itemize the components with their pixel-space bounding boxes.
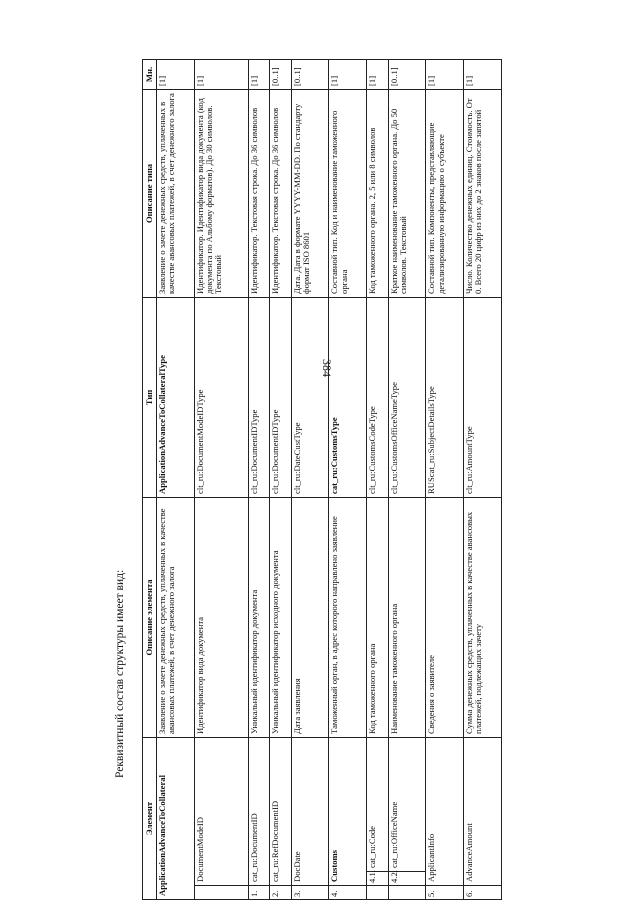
cell-num: 5. [426,886,464,900]
cell-mn: [1] [157,59,195,89]
cell-element: cat_ru:Code [367,737,389,871]
cell-element-desc: Код таможенного органа [367,497,389,737]
cell-element: DocumentModeID [194,737,248,885]
cell-element-desc: Дата заявления [291,497,329,737]
cell-mn: [1] [426,59,464,89]
cell-type: ApplicationAdvanceToCollateralType [157,297,195,497]
cell-num: 6. [464,886,502,900]
cell-indent [388,886,426,900]
cell-element-desc: Идентификатор вида документа [194,497,248,737]
cell-element-desc: Сведения о заявителе [426,497,464,737]
table-rotator [142,60,502,900]
cell-type-desc: Идентификатор. Текстовая строка. До 36 символов [270,89,292,297]
header-element: Элемент [143,737,157,899]
table-region [142,60,502,900]
table-row [329,59,367,899]
cell-type-desc: Краткое наименование таможенного органа. До 50 символов. Текстовый [388,89,426,297]
header-type-desc: Описание типа [143,89,157,297]
cell-element-desc: Таможенный орган, в адрес которого направлено заявление [329,497,367,737]
table-row [426,59,464,899]
table-row [194,59,248,899]
header-element-desc: Описание элемента [143,497,157,737]
cell-indent [194,886,248,900]
cell-type: clt_ru:DateCustType [291,297,329,497]
cell-type-desc: Составной тип. Код и наименование таможенного органа [329,89,367,297]
cell-mn: [1] [329,59,367,89]
cell-element: Customs [329,737,367,885]
cell-num: 4. [329,886,367,900]
cell-type-desc: Составной тип. Компоненты, представляющие детализированную информацию о субъекте [426,89,464,297]
cell-type-desc: Дата. Дата в формате YYYY-MM-DD. По стандарту формат ISO 8601 [291,89,329,297]
cell-num: 3. [291,886,329,900]
cell-type: cat_ru:CustomsType [329,297,367,497]
cell-element: AdvanceAmount [464,737,502,885]
page-number: 384 [320,359,334,377]
structure-table [142,59,502,900]
cell-type-desc: Код таможенного органа. 2, 5 или 8 символов [367,89,389,297]
cell-element: ApplicationAdvanceToCollateral [157,737,195,899]
table-row [367,59,389,899]
cell-mn: [0..1] [291,59,329,89]
intro-caption: Реквизитный состав структуры имеет вид: [114,569,126,778]
table-row [270,59,292,899]
table-row [388,59,426,899]
header-type: Тип [143,297,157,497]
cell-mn: [1] [248,59,270,89]
cell-num: 1. [248,886,270,900]
cell-element-desc: Сумма денежных средств, уплаченных в качестве авансовых платежей, подлежащих зачету [464,497,502,737]
cell-element-desc: Уникальный идентификатор исходного документа [270,497,292,737]
cell-num: 2. [270,886,292,900]
table-header-row [143,59,157,899]
cell-subnum: 4.2. [388,872,426,886]
cell-element: cat_ru:RefDocumentID [270,737,292,885]
cell-type: clt_ru:DocumentIDType [248,297,270,497]
cell-type-desc: Число. Количество денежных единиц. Стоимость. От 0. Всего 20 цифр из них до 2 знаков после запятой [464,89,502,297]
cell-type-desc: Идентификатор. Идентификатор вида документа (код документа по Альбому форматов). До 30 символов. Текстовый [194,89,248,297]
cell-type: clt_ru:CustomsOfficeNameType [388,297,426,497]
table-row [291,59,329,899]
cell-type-desc: Заявление о зачете денежных средств, уплаченных в качестве авансовых платежей, в счет денежного залога [157,89,195,297]
cell-mn: [1] [367,59,389,89]
table-row-root [157,59,195,899]
cell-mn: [0..1] [388,59,426,89]
cell-type: RUScat_ru:SubjectDetailsType [426,297,464,497]
cell-element: ApplicantInfo [426,737,464,885]
cell-mn: [1] [464,59,502,89]
cell-element: cat_ru:OfficeName [388,737,426,871]
cell-subnum: 4.1. [367,872,389,886]
table-row [464,59,502,899]
cell-type-desc: Идентификатор. Текстовая строка. До 36 символов [248,89,270,297]
cell-type: clt_ru:DocumentModeIDType [194,297,248,497]
cell-mn: [0..1] [270,59,292,89]
cell-indent [367,886,389,900]
header-mn: Мн. [143,59,157,89]
cell-element-desc: Заявление о зачете денежных средств, уплаченных в качестве авансовых платежей, в счет денежного залога [157,497,195,737]
cell-type: clt_ru:AmountType [464,297,502,497]
cell-element-desc: Наименование таможенного органа [388,497,426,737]
cell-mn: [1] [194,59,248,89]
cell-element-desc: Уникальный идентификатор документа [248,497,270,737]
cell-type: clt_ru:CustomsCodeType [367,297,389,497]
cell-element: DocDate [291,737,329,885]
cell-type: clt_ru:DocumentIDType [270,297,292,497]
table-row [248,59,270,899]
cell-element: cat_ru:DocumentID [248,737,270,885]
